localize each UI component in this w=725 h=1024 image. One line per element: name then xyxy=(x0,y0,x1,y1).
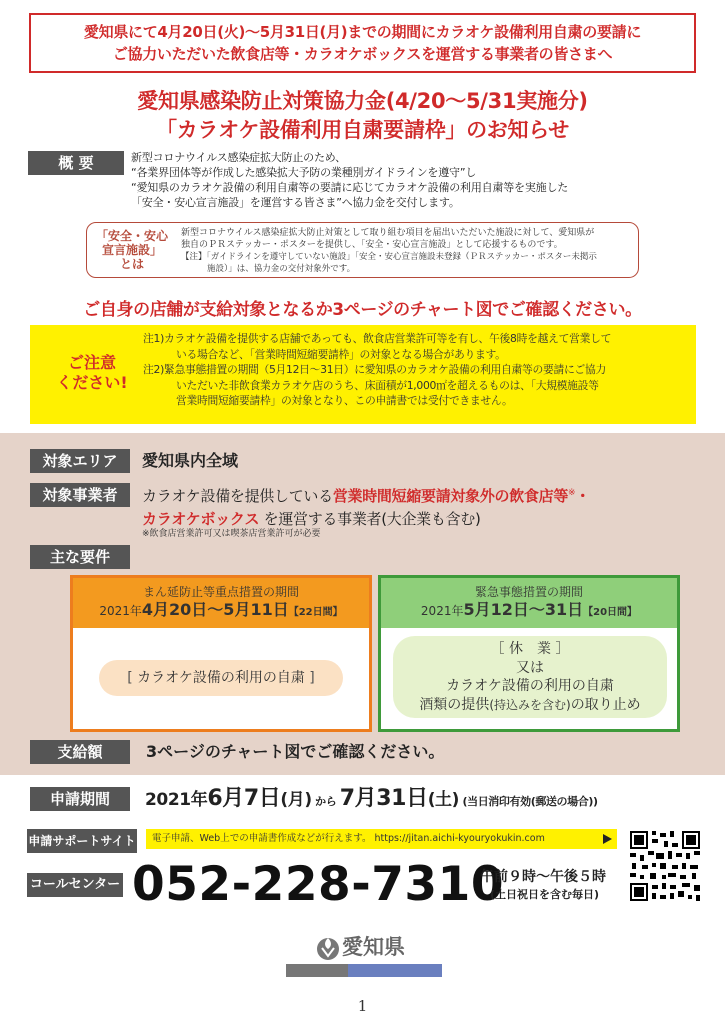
label-line: とは xyxy=(119,257,144,271)
overview-label: 概 要 xyxy=(28,151,124,175)
requirements-label: 主な要件 xyxy=(30,545,130,569)
label-line: 「安全・安心 xyxy=(95,229,168,243)
safety-declaration-label xyxy=(93,229,171,271)
note-line: 施設）」は、協力金の交付対象外です。 xyxy=(207,264,356,274)
year: 2021年 xyxy=(145,790,208,810)
end-weekday: (土) xyxy=(427,790,460,810)
safety-declaration-box xyxy=(86,222,639,278)
period-note: (当日消印有効(郵送の場合)) xyxy=(459,795,598,808)
overview-text xyxy=(131,150,568,210)
note-line: 【注】「ガイドラインを遵守していない施設」「安全・安心宣言施設未登録（ＰＲステッカー・ポスター未掲示 xyxy=(181,252,597,262)
hours-text: 午前９時〜午後５時 xyxy=(480,869,606,885)
text-line: 新型コロナウイルス感染症拡大防止対策として取り組む項目を届出いただいた施設に対して、愛知県が xyxy=(181,228,595,238)
target-business-value xyxy=(142,482,590,531)
text-segment: (持込みを含む) xyxy=(489,697,571,712)
target-area-value: 愛知県内全域 xyxy=(142,451,239,470)
payment-label: 支給額 xyxy=(30,740,130,764)
text-segment: の取り止め xyxy=(570,696,641,713)
bracket-open: [ xyxy=(127,670,138,686)
requirement-pill xyxy=(393,636,667,718)
day-count: 【22日間】 xyxy=(288,607,343,618)
notice-line-1: 愛知県にて4月20日(火)〜5月31日(月)までの期間にカラオケ設備利用自粛の要請に xyxy=(83,23,642,41)
text-segment: カラオケ設備を提供している xyxy=(142,487,333,505)
application-period-value xyxy=(145,784,598,817)
call-center-hours xyxy=(480,868,606,904)
hours-note: (土日祝日を含む毎日) xyxy=(490,888,600,901)
note-line: いただいた非飲食業カラオケ店のうち、床面積が1,000㎡を超えるものは、「大規模施設等 xyxy=(176,378,599,392)
highlight-segment: カラオケボックス xyxy=(142,510,260,528)
panel-header xyxy=(381,578,677,628)
text-segment: を運営する事業者(大企業も含む) xyxy=(259,510,481,528)
priority-measures-panel xyxy=(70,575,372,732)
label-line: 宣言施設」 xyxy=(101,243,162,257)
logo-bar-left xyxy=(286,964,348,977)
target-area-label: 対象エリア xyxy=(30,449,130,473)
overview-line: “各業界団体等が作成した感染拡大予防の業種別ガイドラインを遵守”し xyxy=(131,166,477,179)
caution-box xyxy=(30,325,696,424)
end-date: 7月31日 xyxy=(339,786,428,811)
page-title: 愛知県感染防止対策協力金(4/20〜5/31実施分) xyxy=(137,89,588,113)
support-site-link[interactable]: 電子申請、Web上での申請書作成などが行えます。 https://jitan.aichi-kyouryokukin.com xyxy=(146,829,617,849)
overview-line: “愛知県のカラオケ設備の利用自粛等の要請に応じてカラオケ設備の利用自粛等を実施した xyxy=(131,181,569,194)
emergency-measures-panel xyxy=(378,575,680,732)
notice-box xyxy=(29,13,696,73)
safety-declaration-text xyxy=(181,227,597,275)
check-eligibility-heading: ご自身の店舗が支給対象となるか3ページのチャート図でご確認ください。 xyxy=(83,300,642,320)
requirement-line: カラオケ設備の利用の自粛 xyxy=(446,678,614,694)
requirement-line xyxy=(393,696,667,715)
text-line: 独自のＰＲステッカー・ポスターを提供し、「安全・安心宣言施設」として応援するものです。 xyxy=(181,240,563,250)
application-period-label: 申請期間 xyxy=(30,787,130,811)
target-footnote: ※飲食店営業許可又は喫茶店営業許可が必要 xyxy=(142,529,321,539)
date-range: 5月12日〜31日 xyxy=(463,600,584,619)
logo-bar-right xyxy=(348,964,442,977)
support-site-label: 申請サポートサイト xyxy=(27,829,137,853)
requirement-text: カラオケ設備の利用の自粛 xyxy=(137,670,305,686)
requirement-pill xyxy=(99,660,343,696)
arrow-right-icon xyxy=(603,834,612,844)
aichi-logo-text: 愛知県 xyxy=(342,935,405,959)
panel-header xyxy=(73,578,369,628)
panel-dates xyxy=(381,601,677,622)
text-segment: 酒類の提供 xyxy=(419,696,490,713)
date-range: 4月20日〜5月11日 xyxy=(141,600,289,619)
caution-label xyxy=(44,353,140,393)
aichi-emblem-icon xyxy=(314,934,342,962)
requirement-line: 又は xyxy=(516,659,544,676)
page-number: 1 xyxy=(357,997,368,1015)
note-line: いる場合など、「営業時間短縮要請枠」の対象となる場合があります。 xyxy=(176,347,506,361)
panel-title: 緊急事態措置の期間 xyxy=(474,585,583,599)
qr-code-icon[interactable] xyxy=(628,829,702,903)
from-label: から xyxy=(311,795,340,808)
caution-notes xyxy=(143,331,691,409)
label-line: ご注意 xyxy=(67,353,116,372)
panel-title: まん延防止等重点措置の期間 xyxy=(142,585,299,599)
target-business-label: 対象事業者 xyxy=(30,483,130,507)
notice-line-2: ご協力いただいた飲食店等・カラオケボックスを運営する事業者の皆さまへ xyxy=(112,45,613,63)
highlight-segment: 営業時間短縮要請対象外の飲食店等 xyxy=(332,487,569,505)
note-line: 注1)カラオケ設備を提供する店舗であっても、飲食店営業許可等を有し、午後8時を越えて営業して xyxy=(143,332,612,345)
start-weekday: (月) xyxy=(280,790,312,810)
year: 2021年 xyxy=(99,604,142,618)
footnote-mark: ※ xyxy=(568,488,576,498)
payment-value: 3ページのチャート図でご確認ください。 xyxy=(146,742,445,761)
label-line: ください! xyxy=(56,373,128,392)
start-date: 6月7日 xyxy=(207,786,281,811)
call-center-label: コールセンター xyxy=(27,873,123,897)
separator: ・ xyxy=(575,487,590,505)
overview-line: 新型コロナウイルス感染症拡大防止のため、 xyxy=(131,151,346,164)
call-center-phone[interactable]: 052-228-7310 xyxy=(132,857,505,912)
note-line: 営業時間短縮要請枠」の対象となり、この申請書では受付できません。 xyxy=(176,394,513,407)
day-count: 【20日間】 xyxy=(583,607,638,618)
year: 2021年 xyxy=(420,604,464,618)
note-line: 注2)緊急事態措置の期間（5月12日〜31日）に愛知県のカラオケ設備の利用自粛等の要請にご協力 xyxy=(143,363,606,376)
panel-dates xyxy=(73,601,369,622)
page-subtitle: 「カラオケ設備利用自粛要請枠」のお知らせ xyxy=(156,118,569,142)
overview-line: 「安全・安心宣言施設」を運営する皆さま”へ協力金を交付します。 xyxy=(131,196,460,209)
bracket-close: ] xyxy=(304,670,315,686)
requirement-line: ［ 休 業 ］ xyxy=(490,641,570,657)
